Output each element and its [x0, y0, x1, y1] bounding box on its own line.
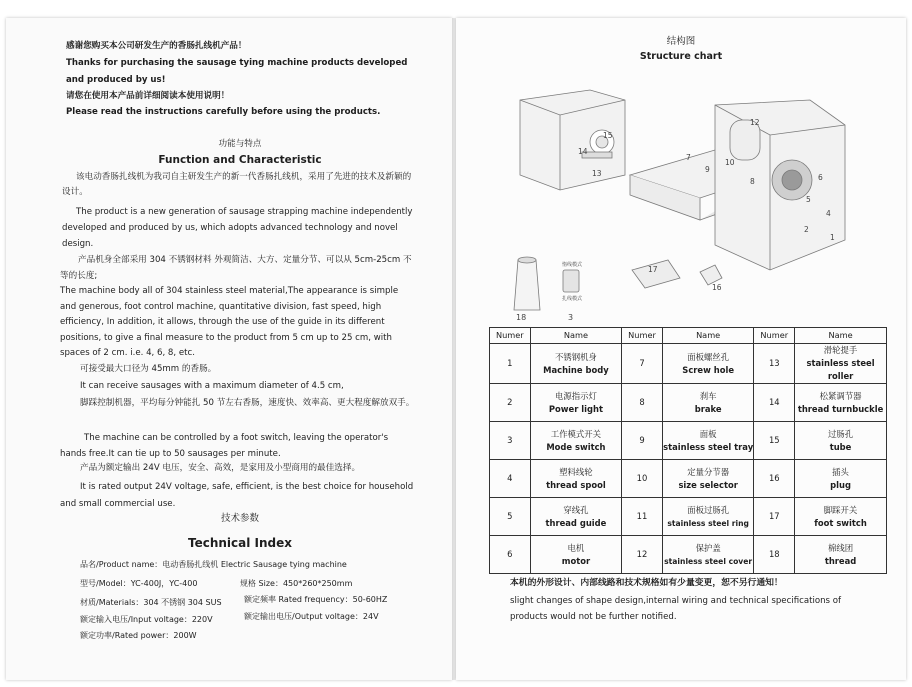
part-number: 6	[490, 536, 531, 574]
table-row	[490, 422, 887, 460]
part-name: 塑料线轮 thread spool	[530, 460, 622, 498]
spec-product-name: 品名/Product name：电动香肠扎线机 Electric Sausage tying machine	[80, 560, 347, 569]
part-number: 16	[754, 460, 795, 498]
tech-title-cn: 技术参数	[220, 513, 259, 524]
paragraph-1-en: The product is a new generation of sausage strapping machine independently developed and produced by us, which adopts advanced technology and novel design.	[62, 207, 413, 249]
header-num: Numer	[490, 328, 531, 344]
part-name: 穿线孔 thread guide	[530, 498, 622, 536]
structure-title-cn: 结构图	[666, 36, 696, 47]
paragraph-4-cn: 脚踩控制机器，平均每分钟能扎 50 节左右香肠，速度快、效率高、更大程度解放双手。	[80, 398, 415, 408]
table-row	[490, 460, 887, 498]
label-1: 1	[830, 233, 835, 242]
part-number: 10	[622, 460, 663, 498]
table-row	[490, 536, 887, 574]
part-name: 棉线团 thread	[795, 536, 887, 574]
parts-table-header	[490, 328, 887, 344]
read-cn: 请您在使用本产品前详细阅读本使用说明！	[66, 91, 230, 101]
paragraph-2-cn: 产品机身全部采用 304 不锈钢材料 外观简洁、大方、定量分节、可以从 5cm-25cm 不等的长度;	[60, 255, 412, 281]
label-17: 17	[648, 265, 658, 274]
part-number: 4	[490, 460, 531, 498]
label-16: 16	[712, 283, 722, 292]
paragraph-1-cn: 该电动香肠扎线机为我司自主研发生产的新一代香肠扎线机，采用了先进的技术及新颖的设计。	[62, 172, 412, 197]
label-8: 8	[750, 177, 755, 186]
part-name: 过肠孔 tube	[795, 422, 887, 460]
read-en: Please read the instructions carefully before using the products.	[66, 107, 381, 117]
label-4: 4	[826, 209, 831, 218]
paragraph-2-en: The machine body all of 304 stainless steel material,The appearance is simple and generous, foot control machine, quantitative division, fast speed, high efficiency, In addition, it allows, through the use of the guide in its different positions, to give a final measure to the product from 5 cm up to 25 cm, with spaces of 2 cm. i.e. 4, 6, 8, etc.	[60, 286, 399, 358]
header-num: Numer	[622, 328, 663, 344]
part-name: 面板 stainless steel tray	[662, 422, 754, 460]
part-name: 工作模式开关 Mode switch	[530, 422, 622, 460]
part-name: 定量分节器 size selector	[662, 460, 754, 498]
table-row	[490, 384, 887, 422]
part-name: 刹车 brake	[662, 384, 754, 422]
part-name: 电机 motor	[530, 536, 622, 574]
label-9: 9	[705, 165, 710, 174]
structure-title-en: Structure chart	[639, 51, 723, 62]
paragraph-3-en: It can receive sausages with a maximum diameter of 4.5 cm,	[80, 381, 344, 391]
label-18: 18	[516, 313, 527, 320]
table-row	[490, 344, 887, 384]
label-5: 5	[806, 195, 811, 204]
label-12: 12	[750, 118, 760, 127]
part-name: 保护盖 stainless steel cover	[662, 536, 754, 574]
label-tie-cn: 扎线模式	[562, 296, 583, 302]
part-name: 脚踩开关 foot switch	[795, 498, 887, 536]
table-row	[490, 498, 887, 536]
label-10: 10	[725, 158, 735, 167]
label-6: 6	[818, 173, 823, 182]
tech-title-en: Technical Index	[187, 536, 293, 550]
part-name: 面板过肠孔 stainless steel ring	[662, 498, 754, 536]
header-name: Name	[530, 328, 622, 344]
label-2: 2	[804, 225, 809, 234]
spec-output-voltage: 额定输出电压/Output voltage：24V	[244, 612, 379, 621]
header-num: Numer	[754, 328, 795, 344]
label-7: 7	[686, 153, 691, 162]
part-number: 14	[754, 384, 795, 422]
spec-input-voltage: 额定输入电压/Input voltage：220V	[80, 615, 213, 624]
notice-en: slight changes of shape design,internal wiring and technical specifications of products would not be further notified.	[510, 596, 842, 622]
part-number: 9	[622, 422, 663, 460]
part-name: 电源指示灯 Power light	[530, 384, 622, 422]
header-name: Name	[795, 328, 887, 344]
header-name: Name	[662, 328, 754, 344]
part-number: 13	[754, 344, 795, 384]
part-number: 5	[490, 498, 531, 536]
part-number: 11	[622, 498, 663, 536]
part-number: 2	[490, 384, 531, 422]
intro-cn: 感谢您购买本公司研发生产的香肠扎线机产品！	[66, 41, 247, 51]
paragraph-3-cn: 可接受最大口径为 45mm 的香肠。	[80, 364, 217, 374]
spec-frequency: 额定频率 Rated frequency：50-60HZ	[244, 595, 388, 604]
spec-size: 规格 Size：450*260*250mm	[240, 579, 353, 588]
spec-rated-power: 额定功率/Rated power：200W	[80, 631, 197, 640]
label-3: 3	[568, 313, 574, 320]
part-number: 8	[622, 384, 663, 422]
part-number: 7	[622, 344, 663, 384]
spec-model: 型号/Model：YC-400J，YC-400	[80, 579, 198, 588]
part-name: 滑轮提手 stainless steel roller	[795, 344, 887, 384]
part-name: 不锈钢机身 Machine body	[530, 344, 622, 384]
part-number: 17	[754, 498, 795, 536]
structure-diagram	[500, 80, 880, 320]
part-name: 松紧调节器 thread turnbuckle	[795, 384, 887, 422]
part-number: 18	[754, 536, 795, 574]
part-name: 插头 plug	[795, 460, 887, 498]
label-13: 13	[592, 169, 602, 178]
paragraph-5-cn: 产品为额定输出 24V 电压，安全、高效，是家用及小型商用的最佳选择。	[80, 463, 361, 473]
label-14: 14	[578, 147, 588, 156]
intro-en: Thanks for purchasing the sausage tying machine products developed and produced by us!	[66, 58, 408, 85]
label-15: 15	[603, 131, 613, 140]
part-number: 3	[490, 422, 531, 460]
part-number: 15	[754, 422, 795, 460]
spec-material: 材质/Materials：304 不锈钢 304 SUS	[80, 598, 222, 607]
function-title-cn: 功能与特点	[218, 139, 262, 149]
function-title-en: Function and Characteristic	[158, 154, 322, 166]
part-number: 1	[490, 344, 531, 384]
part-number: 12	[622, 536, 663, 574]
label-mode-cn: 惰线模式	[562, 262, 583, 268]
paragraph-4-en: The machine can be controlled by a foot switch, leaving the operator's hands free.It can tie up to 50 sausages per minute.	[60, 433, 389, 459]
parts-table	[489, 327, 887, 574]
part-name: 面板螺丝孔 Screw hole	[662, 344, 754, 384]
notice-cn: 本机的外形设计、内部线路和技术规格如有少量变更，恕不另行通知！	[510, 578, 783, 588]
paragraph-5-en: It is rated output 24V voltage, safe, efficient, is the best choice for household and small commercial use.	[60, 482, 414, 509]
